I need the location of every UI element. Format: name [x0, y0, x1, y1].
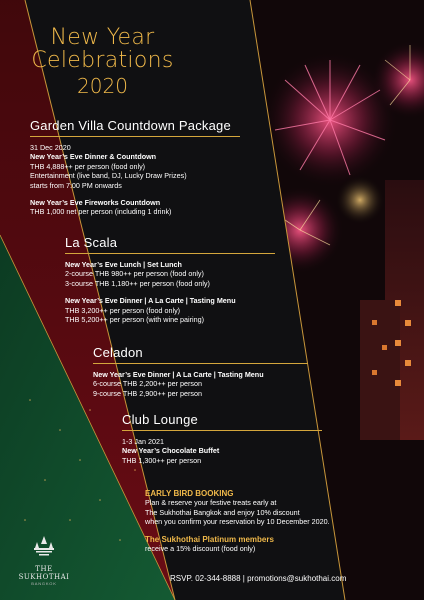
garden-villa-date: 31 Dec 2020 — [30, 143, 71, 152]
early-bird-line-3: when you confirm your reservation by 10 December 2020. — [145, 517, 330, 527]
la-scala-title: La Scala — [65, 235, 118, 250]
celadon-price-1: 6-course THB 2,200++ per person — [93, 379, 202, 389]
la-scala-dinner-price-2: THB 5,200++ per person (with wine pairing) — [65, 315, 205, 325]
la-scala-dinner-price-1: THB 3,200++ per person (food only) — [65, 305, 181, 315]
garden-villa-item-name: New Year’s Eve Dinner & Countdown — [30, 152, 157, 162]
la-scala-lunch-price-1: 2-course THB 980++ per person (food only) — [65, 269, 204, 279]
garden-villa-section — [30, 118, 240, 217]
club-lounge-dates: 1-3 Jan 2021 — [122, 437, 164, 446]
logo-name: THE SUKHOTHAI — [18, 565, 70, 581]
platinum-text: receive a 15% discount (food only) — [145, 544, 256, 554]
logo-icon — [32, 536, 56, 558]
garden-villa-item-price: THB 4,888++ per person (food only) — [30, 161, 146, 171]
garden-villa-time: starts from 7:00 PM onwards — [30, 180, 122, 190]
early-bird-line-1: Plan & reserve your festive treats early at — [145, 498, 277, 508]
club-lounge-buffet-name: New Year’s Chocolate Buffet — [122, 446, 220, 456]
fireworks-item-name: New Year’s Eve Fireworks Countdown — [30, 198, 161, 208]
divider — [65, 253, 275, 254]
event-title — [0, 26, 205, 97]
divider — [93, 363, 308, 364]
sukhothai-logo — [14, 536, 74, 586]
garden-villa-title: Garden Villa Countdown Package — [30, 118, 231, 133]
celadon-dinner-name: New Year’s Eve Dinner | A La Carte | Tasting Menu — [93, 370, 264, 379]
club-lounge-title: Club Lounge — [122, 412, 198, 427]
early-bird-title: EARLY BIRD BOOKING — [145, 489, 234, 498]
club-lounge-section — [122, 412, 322, 465]
early-bird-section — [145, 489, 415, 553]
title-line-2: Celebrations — [31, 48, 174, 74]
la-scala-lunch-name: New Year’s Eve Lunch | Set Lunch — [65, 260, 182, 269]
title-year: 2020 — [77, 74, 128, 99]
divider — [30, 136, 240, 137]
la-scala-section — [65, 235, 275, 324]
celadon-price-2: 9-course THB 2,900++ per person — [93, 388, 202, 398]
rsvp-contact: RSVP. 02-344-8888 | promotions@sukhothai.com — [170, 574, 347, 583]
celadon-section — [93, 345, 308, 398]
early-bird-line-2: The Sukhothai Bangkok and enjoy 10% discount — [145, 507, 300, 517]
club-lounge-buffet-price: THB 1,300++ per person — [122, 455, 202, 465]
platinum-title: The Sukhothai Platinum members — [145, 534, 274, 544]
logo-sub: BANGKOK — [31, 581, 57, 586]
celadon-title: Celadon — [93, 345, 143, 360]
la-scala-lunch-price-2: 3-course THB 1,180++ per person (food only) — [65, 278, 210, 288]
fireworks-item-price: THB 1,000 net per person (including 1 drink) — [30, 207, 172, 217]
la-scala-dinner-name: New Year’s Eve Dinner | A La Carte | Tasting Menu — [65, 296, 236, 306]
garden-villa-entertainment: Entertainment (live band, DJ, Lucky Draw Prizes) — [30, 171, 187, 181]
title-line-1: New Year — [50, 25, 155, 50]
divider — [122, 430, 322, 431]
